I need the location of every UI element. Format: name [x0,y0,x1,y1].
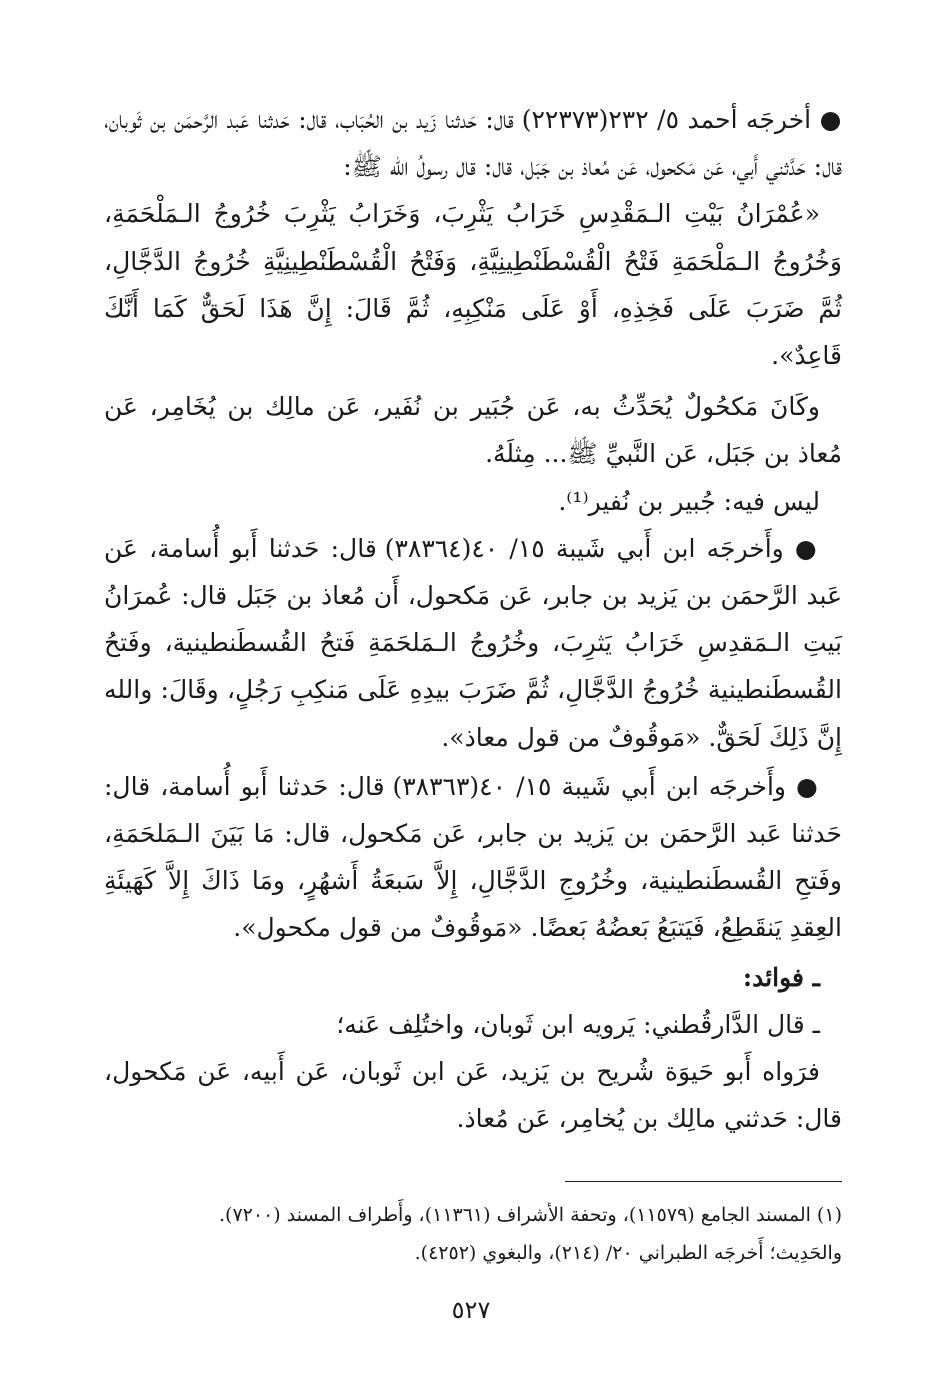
footnotes-block [104,1196,842,1272]
footnote-divider [565,1181,842,1182]
paragraph-daraqutni: ـ قال الدَّارقُطني: يَرويه ابن ثَوبان، واختُلِف عَنه؛ [336,1009,820,1039]
paragraph-ibn-abi-shaybah-2: ● وأَخرجَه ابن أَبي شَيبة ١٥/ ٤٠(٣٨٣٦٣) قال: حَدثنا أَبو أُسامة، قال: حَدثنا عَبد الرَّحمَن بن يَزيد بن جابر، عَن مَكحول، قال: مَا بَيَنَ الـمَلحَمَةِ، وفَتحِ القُسطَنطينية، وخُرُوجِ الدَّجَّالِ، إِلاَّ سَبعَةُ أَشهُرٍ، ومَا ذَاكَ إِلاَّ كَهَيئَةِ العِقدِ يَنقَطِعُ، فَيَتبَعُ بَعضُهُ بَعضًا. «مَوقُوفٌ من قول مكحول». [104,771,842,943]
main-text-block [104,96,842,1142]
paragraph-ibn-abi-shaybah-1: ● وأَخرجَه ابن أَبي شَيبة ١٥/ ٤٠(٣٨٣٦٤) قال: حَدثنا أَبو أُسامة، عَن عَبد الرَّحمَن بن يَزيد بن جابر، عَن مَكحول، أَن مُعاذ بن جَبَل قال: عُمرَانُ بَيتِ الـمَقدِسِ خَرَابُ يَثرِبَ، وخُرُوجُ الـمَلحَمَةِ فَتحُ القُسطَنطينية، وفَتحُ القُسطَنطينية خُرُوجُ الدَّجَّالِ، ثُمَّ ضَرَبَ بيدِهِ عَلَى مَنكِبِ رَجُلٍ، وقَالَ: والله إِنَّ ذَلِكَ لَحَقٌّ. «مَوقُوفٌ من قول معاذ». [104,533,842,752]
paragraph-note-jubair: ليس فيه: جُبير بن نُفير⁽¹⁾. [558,486,820,516]
paragraph-hadith-text: «عُمْرَانُ بَيْتِ الـمَقْدِسِ خَرَابُ يَثْرِبَ، وَخَرَابُ يَثْرِبَ خُرُوجُ الـمَلْحَمَةِ، وَخُرُوجُ الـمَلْحَمَةِ فَتْحُ الْقُسْطَنْطِينِيَّةِ، وَفَتْحُ الْقُسْطَنْطِينِيَّةِ خُرُوجُ الدَّجَّالِ، ثُمَّ ضَرَبَ عَلَى فَخِذِهِ، أَوْ عَلَى مَنْكِبِهِ، ثُمَّ قَالَ: إِنَّ هَذَا لَحَقٌّ كَمَا أَنَّكَ قَاعِدٌ». [104,199,842,371]
paragraph-makhul-narration: وكَانَ مَكحُولٌ يُحَدِّثُ به، عَن جُبَير بن نُفَير، عَن مالِك بن يُخَامِر، عَن مُعاذ بن جَبَل، عَن النَّبيِّ ﷺ... مِثلَهُ. [104,392,842,469]
footnote-1-continuation: والحَدِيث؛ أَخرجَه الطبراني ٢٠/ (٢١٤)، والبغوي (٤٢٥٢). [414,1242,842,1264]
paragraph-ahmad-narration: ● أخرجَه أحمد ٥/ ٢٣٢(٢٢٣٧٣) قال: حَدثنا زَيد بن الحُبَاب، قال: حَدثنا عَبد الرَّحمَن بن ثَوبان، قال: حَدَّثني أَبي، عَن مَكحول، عَن مُعاذ بن جَبَل، قال: قال رسولُ الله ﷺ: [104,105,842,182]
page-number: ٥٢٧ [451,1296,491,1324]
section-heading-fawaid: ـ فوائد: [742,962,820,992]
footnote-1: (١) المسند الجامع (١١٥٧٩)، وتحفة الأشراف (١١٣٦١)، وأَطراف المسند (٧٢٠٠). [219,1204,842,1226]
paragraph-abu-haywah: فرَواه أَبو حَيوَة شُريح بن يَزيد، عَن ابن ثَوبان، عَن أَبيه، عَن مَكحول، قال: حَدثني مالِك بن يُخامِر، عَن مُعاذ. [104,1057,842,1134]
